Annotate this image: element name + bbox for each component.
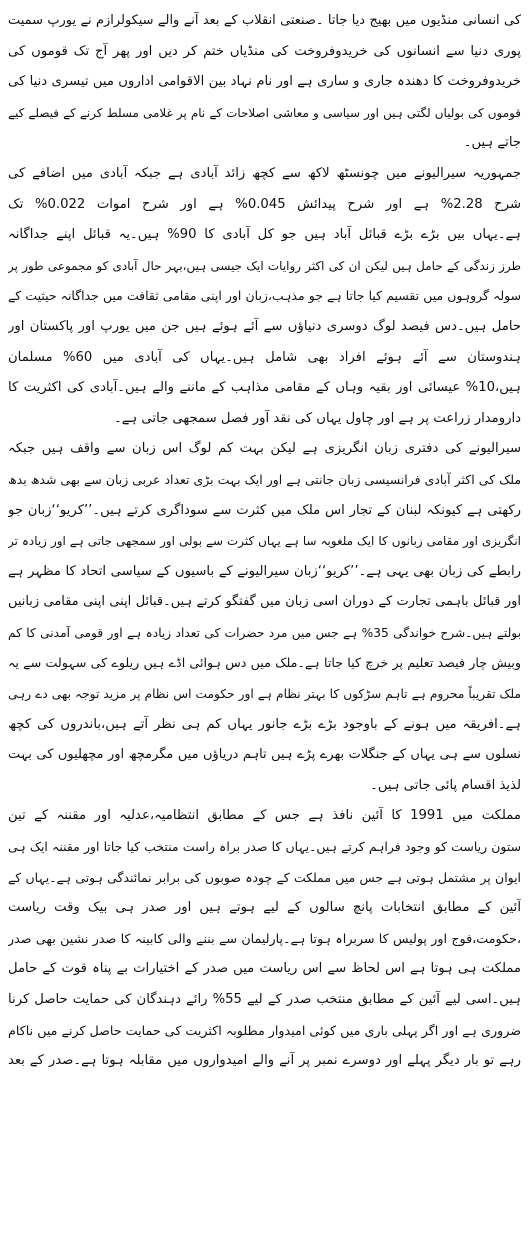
text-line: طرز زندگی کے حامل ہیں لیکن ان کی اکثر روایات ایک جیسی ہیں،بہر حال آبادی کو مجموعی طور پر <box>8 258 521 273</box>
text-line: رکھتی ہے کیونکہ لبنان کے تجار اس ملک میں کثرت سے سوداگری کرتے ہیں۔’’کریو‘‘زبان جو <box>8 502 521 518</box>
text-line: شرح 2.28% ہے اور شرح پیدائش 0.045% ہے اور شرح اموات 0.022% تک <box>8 196 521 212</box>
text-line: ہیں۔اسی لیے آئین کے مطابق منتخب صدر کے لیے 55% رائے دہندگان کی حمایت حاصل کرنا <box>8 992 521 1007</box>
text-line: اور قبائل باہمی تجارت کے دوران اسی زبان میں گفتگو کرتے ہیں۔قبائل اپنی اپنی مقامی زبانیں <box>8 594 521 610</box>
text-line: جمہوریہ سیرالیونے میں چونسٹھ لاکھ سے کچھ زائد آبادی ہے جبکہ آبادی میں اضافے کی <box>8 165 521 181</box>
text-line: سیرالیونے کی دفتری زبان انگریزی ہے لیکن بہت کم لوگ اس زبان سے واقف ہیں جبکہ <box>8 441 521 457</box>
text-line: لذیذ اقسام پائی جاتی ہیں۔ <box>370 777 521 793</box>
text-line: ستون ریاست کو وجود فراہم کرتے ہیں۔یہاں کا صدر براہ راست منتخب کیا جاتا اور مقننہ ایک ہی <box>8 839 521 855</box>
text-line: ملک تقریباً محروم ہے تاہم سڑکوں کا بہتر نظام ہے اور حکومت اس نظام پر مزید توجہ بھی دے رہی <box>8 687 521 702</box>
text-line: رہے تو بار دیگر پہلے اور دوسرے نمبر پر آنے والے امیدواروں میں مقابلہ ہوتا ہے۔صدر کے بعد <box>8 1053 521 1069</box>
paragraph-slave-markets <box>8 6 521 159</box>
paragraph-constitution <box>8 801 521 1076</box>
text-line: ہے۔افریقہ میں ہونے کے باوجود بڑے بڑے جانور یہاں کم ہی نظر آتے ہیں،باندروں کی کچھ <box>8 716 521 732</box>
text-line: ہیں،10% عیسائی اور بقیہ وہاں کے مقامی مذاہب کے ماننے والے ہیں۔آبادی کی اکثریت کا <box>8 380 521 396</box>
text-line: آئین کے مطابق انتخابات پانچ سالوں کے لیے ہوتے ہیں اور صدر ہی بیک وقت ریاست <box>8 900 521 916</box>
text-line: کی انسانی منڈیوں میں بھیج دیا جاتا ۔صنعتی انقلاب کے بعد آنے والے سیکولرازم نے یورپ سمیت <box>8 13 521 28</box>
text-line: ضروری ہے اور اگر پہلی باری میں کوئی امیدوار مطلوبہ اکثریت کی حمایت حاصل کرنے میں ناکام <box>8 1022 521 1038</box>
text-line: ہے۔یہاں بیں بڑے بڑے قبائل آباد ہیں جو کل آبادی کا 90% ہیں۔یہ قبائل اپنے جداگانہ <box>8 227 521 243</box>
text-line: پوری دنیا سے انسانوں کی خریدوفروخت کی منڈیاں ختم کر دیں اور پھر آج تک قوموں کی <box>8 43 521 59</box>
text-line: قوموں کی بولیاں لگتی ہیں اور سیاسی و معاشی اصلاحات کے نام پر غلامی مسلط کرنے کے فیصلے کیے <box>8 105 521 120</box>
text-line: ہندوستان سے آئے ہوئے افراد بھی شامل ہیں۔یہاں کی آبادی میں 60% مسلمان <box>8 349 521 365</box>
text-line: ملک کی اکثر آبادی فرانسیسی زبان جانتی ہے اور ایک بہت بڑی تعداد عربی زبان سے بھی شدھ بدھ <box>8 471 521 487</box>
text-line: انگریزی اور مقامی زبانوں کا ایک ملغوبہ سا ہے یہاں کثرت سے بولی اور سمجھی جاتی ہے اور زیادہ تر <box>8 534 521 549</box>
text-line: مملکت میں 1991 کا آئین نافذ ہے جس کے مطابق انتظامیہ،عدلیہ اور مقننہ کے تین <box>8 808 521 824</box>
text-line: رابطے کی زبان بھی یہی ہے۔’’کریو‘‘زبان سیرالیونے کے باسیوں کے سیاسی اتحاد کا مظہر ہے <box>8 563 521 579</box>
text-line: ایوان پر مشتمل ہوتی ہے جس میں مملکت کے چودہ صوبوں کی برابر نمائندگی ہوتی ہے۔یہاں کے <box>8 869 521 885</box>
text-line: ،حکومت،فوج اور پولیس کا سربراہ ہوتا ہے۔پارلیمان سے بننے والی کابینہ کا صدر نشین بھی صدر <box>8 930 521 946</box>
text-line: دارومدار زراعت پر ہے اور چاول یہاں کی نقد آور فصل سمجھی جاتی ہے۔ <box>114 410 521 426</box>
text-line: حامل ہیں۔دس فیصد لوگ دوسری دنیاؤں سے آئے ہوئے ہیں جن میں یورپ اور پاکستان اور <box>8 318 521 334</box>
text-line: مملکت ہی ہوتا ہے اس لحاظ سے اس ریاست میں صدر کے اختیارات بے پناہ قوت کے حامل <box>8 961 521 977</box>
text-line: خریدوفروخت کا دھندہ جاری و ساری ہے اور نام نہاد بین الاقوامی اداروں میں تیسری دنیا کی <box>8 74 521 90</box>
text-line: نسلوں سے ہی یہاں کے جنگلات بھرے پڑے ہیں تاہم دریاؤں میں مگرمچھ اور مچھلیوں کی بہت <box>8 747 521 763</box>
paragraph-population <box>8 159 521 434</box>
paragraph-language <box>8 434 521 801</box>
text-line: بولتے ہیں۔شرح خواندگی 35% ہے جس میں مرد حضرات کی تعداد زیادہ ہے اور قومی آمدنی کا کم <box>8 625 521 640</box>
text-line: سولہ گروہوں میں تقسیم کیا جاتا ہے جو مذہب،زبان اور اپنی مقامی ثقافت میں جداگانہ حیثیت کے <box>8 288 521 304</box>
text-line: وبیش چار فیصد تعلیم پر خرچ کیا جاتا ہے۔ملک میں دس ہوائی اڈے ہیں ریلوے کی سہولت سے یہ <box>8 655 521 671</box>
text-line: جاتے ہیں۔ <box>463 135 521 151</box>
